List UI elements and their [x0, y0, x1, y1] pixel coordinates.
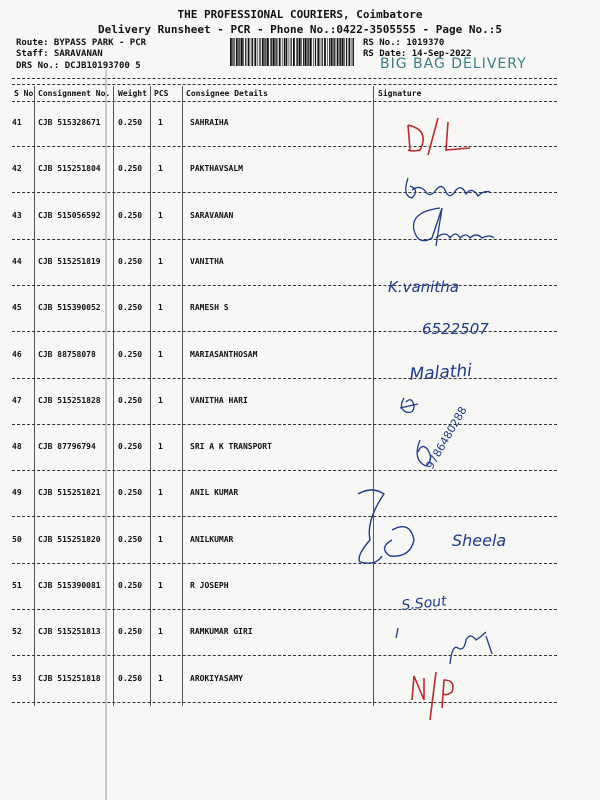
signature-53-text: N/P [412, 700, 414, 701]
row-sno: 48 [12, 442, 22, 451]
row-pcs: 1 [158, 442, 163, 451]
signature-41 [408, 118, 470, 155]
row-weight: 0.250 [118, 211, 143, 220]
runsheet-title: Delivery Runsheet - PCR - Phone No.:0422-3505555 - Page No.:5 [98, 23, 502, 36]
row-sno: 52 [12, 627, 22, 636]
row-consignee: SRI A K TRANSPORT [190, 442, 272, 451]
row-pcs: 1 [158, 303, 163, 312]
row-consignment: CJB 515390081 [38, 581, 101, 590]
signature-43 [414, 208, 494, 246]
row-consignment: CJB 515056592 [38, 211, 101, 220]
row-weight: 0.250 [118, 350, 143, 359]
row-consignee: RAMESH S [190, 303, 229, 312]
signature-51: S.Sout [400, 593, 448, 614]
signature-53 [412, 672, 453, 720]
row-consignee: ANIL KUMAR [190, 488, 239, 497]
signature-42-text: Bargalain [408, 196, 414, 197]
signature-46: Malathi [408, 360, 473, 385]
row-pcs: 1 [158, 257, 163, 266]
signature-42 [406, 178, 490, 198]
row-sno: 42 [12, 164, 22, 173]
big-bag-stamp: BIG BAG DELIVERY [380, 56, 527, 72]
row-weight: 0.250 [118, 164, 143, 173]
row-consignment: CJB 515251821 [38, 488, 101, 497]
row-consignment: CJB 515251813 [38, 627, 101, 636]
signature-50: Sheela [452, 531, 507, 550]
rs-number: RS No.: 1019370 [363, 38, 445, 48]
col-signature: Signature [378, 89, 422, 98]
row-sno: 53 [12, 674, 22, 683]
row-pcs: 1 [158, 211, 163, 220]
signature-47 [400, 398, 418, 412]
signature-44: K.vanitha [388, 278, 459, 296]
row-weight: 0.250 [118, 442, 143, 451]
drs-number: DRS No.: DCJB10193700 5 [16, 61, 141, 71]
row-sno: 47 [12, 396, 22, 405]
row-sno: 45 [12, 303, 22, 312]
row-consignee: VANITHA [190, 257, 224, 266]
row-sno: 41 [12, 118, 22, 127]
row-consignee: R JOSEPH [190, 581, 229, 590]
row-weight: 0.250 [118, 535, 143, 544]
row-consignment: CJB 87796794 [38, 442, 96, 451]
row-pcs: 1 [158, 396, 163, 405]
signature-45: 6522507 [422, 320, 489, 338]
col-pcs: PCS [154, 89, 169, 98]
row-pcs: 1 [158, 350, 163, 359]
row-consignment: CJB 515251818 [38, 674, 101, 683]
row-consignment: CJB 515328671 [38, 118, 101, 127]
row-weight: 0.250 [118, 303, 143, 312]
row-consignee: AROKIYASAMY [190, 674, 243, 683]
signature-49-50 [358, 490, 414, 563]
company-name: THE PROFESSIONAL COURIERS, Coimbatore [177, 8, 423, 21]
row-consignee: MARIASANTHOSAM [190, 350, 258, 359]
row-weight: 0.250 [118, 581, 143, 590]
row-sno: 51 [12, 581, 22, 590]
rs-date: RS Date: 14-Sep-2022 [363, 49, 472, 59]
row-weight: 0.250 [118, 627, 143, 636]
row-consignee: RAMKUMAR GIRI [190, 627, 253, 636]
signature-52 [396, 628, 492, 664]
signature-41-text: D/L [404, 152, 406, 153]
row-pcs: 1 [158, 164, 163, 173]
col-consignee: Consignee Details [186, 89, 268, 98]
route-label: Route: BYPASS PARK - PCR [16, 38, 147, 48]
row-weight: 0.250 [118, 118, 143, 127]
row-consignment: CJB 88758078 [38, 350, 96, 359]
row-weight: 0.250 [118, 396, 143, 405]
row-pcs: 1 [158, 118, 163, 127]
row-consignee: VANITHA HARI [190, 396, 248, 405]
col-consignment: Consignment No. [38, 89, 111, 98]
row-sno: 43 [12, 211, 22, 220]
row-pcs: 1 [158, 581, 163, 590]
row-weight: 0.250 [118, 674, 143, 683]
row-weight: 0.250 [118, 257, 143, 266]
row-sno: 46 [12, 350, 22, 359]
row-consignment: CJB 515251804 [38, 164, 101, 173]
row-consignment: CJB 515251820 [38, 535, 101, 544]
col-sno: S No [14, 89, 34, 98]
row-consignee: SARAVANAN [190, 211, 234, 220]
row-pcs: 1 [158, 488, 163, 497]
row-consignment: CJB 515251828 [38, 396, 101, 405]
row-sno: 49 [12, 488, 22, 497]
col-weight: Weight [118, 89, 147, 98]
row-pcs: 1 [158, 674, 163, 683]
row-consignee: SAHRAIHA [190, 118, 229, 127]
row-consignee: PAKTHAVSALM [190, 164, 243, 173]
row-weight: 0.250 [118, 488, 143, 497]
row-consignee: ANILKUMAR [190, 535, 234, 544]
signature-43-text: Shantam [414, 240, 419, 241]
staff-label: Staff: SARAVANAN [16, 49, 103, 59]
row-consignment: CJB 515390052 [38, 303, 101, 312]
row-sno: 50 [12, 535, 22, 544]
row-sno: 44 [12, 257, 22, 266]
row-pcs: 1 [158, 535, 163, 544]
signature-48-phone: 9786480288 [423, 404, 470, 472]
row-consignment: CJB 515251819 [38, 257, 101, 266]
row-pcs: 1 [158, 627, 163, 636]
